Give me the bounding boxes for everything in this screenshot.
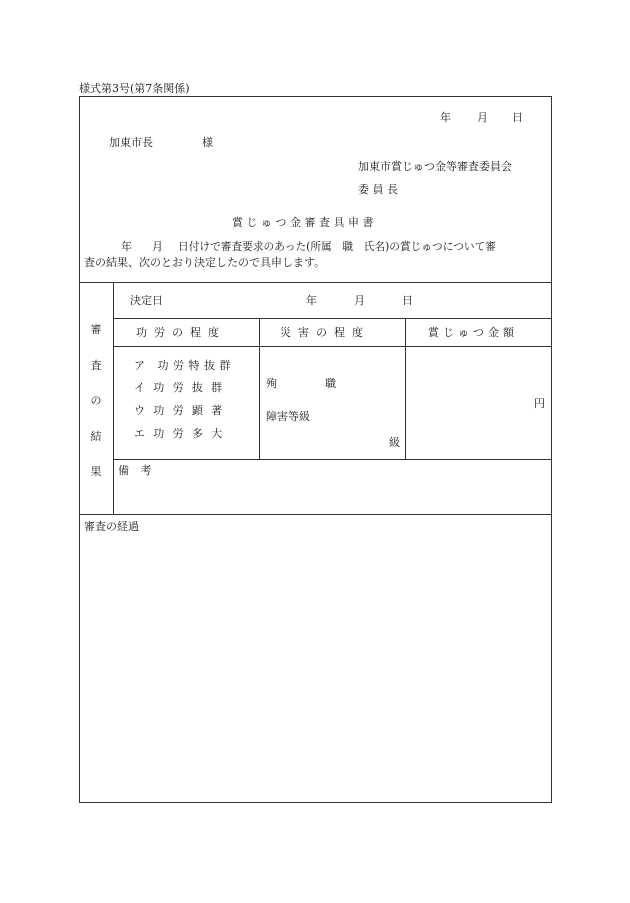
disability-grade-label: 障害等級 xyxy=(266,410,310,423)
death-label-2: 職 xyxy=(325,377,336,390)
row-line-3 xyxy=(113,459,551,460)
merit-item: エ 功 労 多 大 xyxy=(134,427,225,440)
side-label-char: 果 xyxy=(90,465,102,478)
yen-unit: 円 xyxy=(534,397,545,410)
committee-chair: 委 員 長 xyxy=(358,183,398,196)
form-frame xyxy=(79,96,552,803)
form-reference: 様式第3号(第7条関係) xyxy=(79,82,190,95)
side-label-char: 結 xyxy=(90,430,102,443)
committee-name: 加東市賞じゅつ金等審査委員会 xyxy=(358,160,512,173)
decision-year: 年 xyxy=(306,294,317,307)
col-line-2 xyxy=(405,318,406,459)
col-header-disaster: 災害の程度 xyxy=(280,326,370,339)
side-label-char: の xyxy=(90,394,102,407)
merit-item: イ 功 労 抜 群 xyxy=(134,381,225,394)
review-process-label: 審査の経過 xyxy=(84,520,139,533)
decision-date-label: 決定日 xyxy=(130,294,163,307)
body-line2: 査の結果、次のとおり決定したので具申します。 xyxy=(84,256,326,269)
grade-unit: 級 xyxy=(389,436,400,449)
body-line1: 日付けで審査要求のあった(所属 職 氏名)の賞じゅつについて審 xyxy=(178,240,496,253)
decision-month: 月 xyxy=(354,294,365,307)
col-line-1 xyxy=(259,318,260,459)
col-header-amount: 賞じゅつ金額 xyxy=(428,326,518,339)
remarks-label: 備 考 xyxy=(118,464,156,477)
body-month: 月 xyxy=(152,240,163,253)
header-date-day: 日 xyxy=(512,111,523,124)
merit-item: ウ 功 労 顕 著 xyxy=(134,404,225,417)
divider-top xyxy=(79,282,551,283)
death-label: 殉 xyxy=(266,377,277,390)
header-date-year: 年 xyxy=(440,111,451,124)
col-header-merit: 功労の程度 xyxy=(136,326,226,339)
side-label-char: 審 xyxy=(90,323,102,336)
document-title: 賞じゅつ金審査具申書 xyxy=(232,216,377,229)
addressee-honorific: 様 xyxy=(202,136,213,149)
side-label-char: 査 xyxy=(90,359,102,372)
header-date-month: 月 xyxy=(477,111,488,124)
body-year: 年 xyxy=(121,240,132,253)
row-line-2 xyxy=(113,346,551,347)
row-line-1 xyxy=(113,318,551,319)
merit-item: ア 功労特抜群 xyxy=(134,359,235,372)
divider-bottom xyxy=(79,514,551,515)
addressee: 加東市長 xyxy=(109,136,153,149)
decision-day: 日 xyxy=(402,294,413,307)
result-side-divider xyxy=(113,282,114,514)
